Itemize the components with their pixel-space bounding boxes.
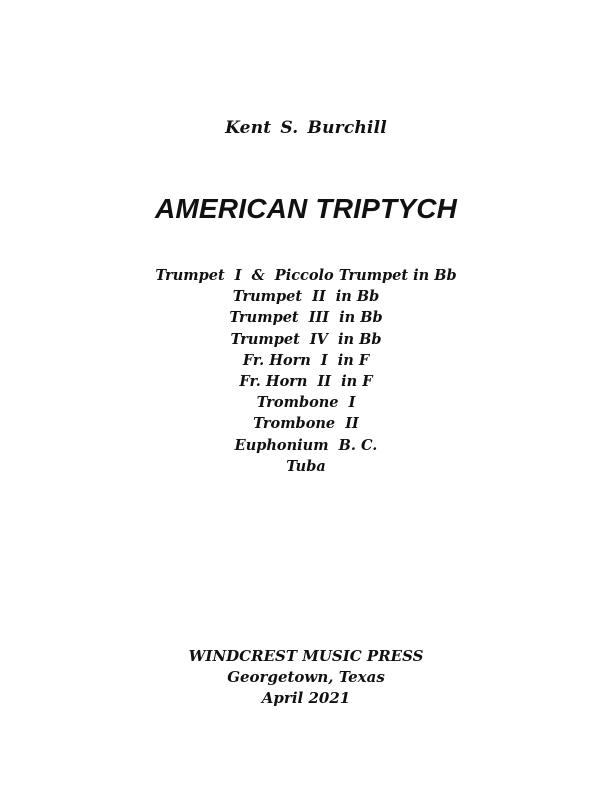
publisher-location: Georgetown, Texas (227, 668, 385, 686)
instrument-item: Trumpet II in Bb (232, 288, 380, 306)
publication-date: April 2021 (261, 689, 351, 707)
instrument-item: Tuba (286, 457, 326, 475)
instrument-item: Euphonium B. C. (234, 436, 378, 454)
instrument-item: Fr. Horn II in F (239, 373, 373, 391)
publisher-name: WINDCREST MUSIC PRESS (188, 647, 424, 665)
work-title: AMERICAN TRIPTYCH (154, 193, 458, 224)
publisher-block (0, 646, 612, 709)
instrument-item: Fr. Horn I in F (242, 351, 370, 369)
instrument-item: Trombone II (253, 415, 359, 433)
instrumentation-list (0, 265, 612, 477)
instrument-item: Trumpet IV in Bb (230, 330, 382, 348)
instrument-item: Trumpet I & Piccolo Trumpet in Bb (155, 267, 457, 284)
composer-name: Kent S. Burchill (225, 118, 387, 138)
instrument-item: Trumpet III in Bb (229, 309, 383, 327)
instrument-item: Trombone I (256, 394, 356, 412)
